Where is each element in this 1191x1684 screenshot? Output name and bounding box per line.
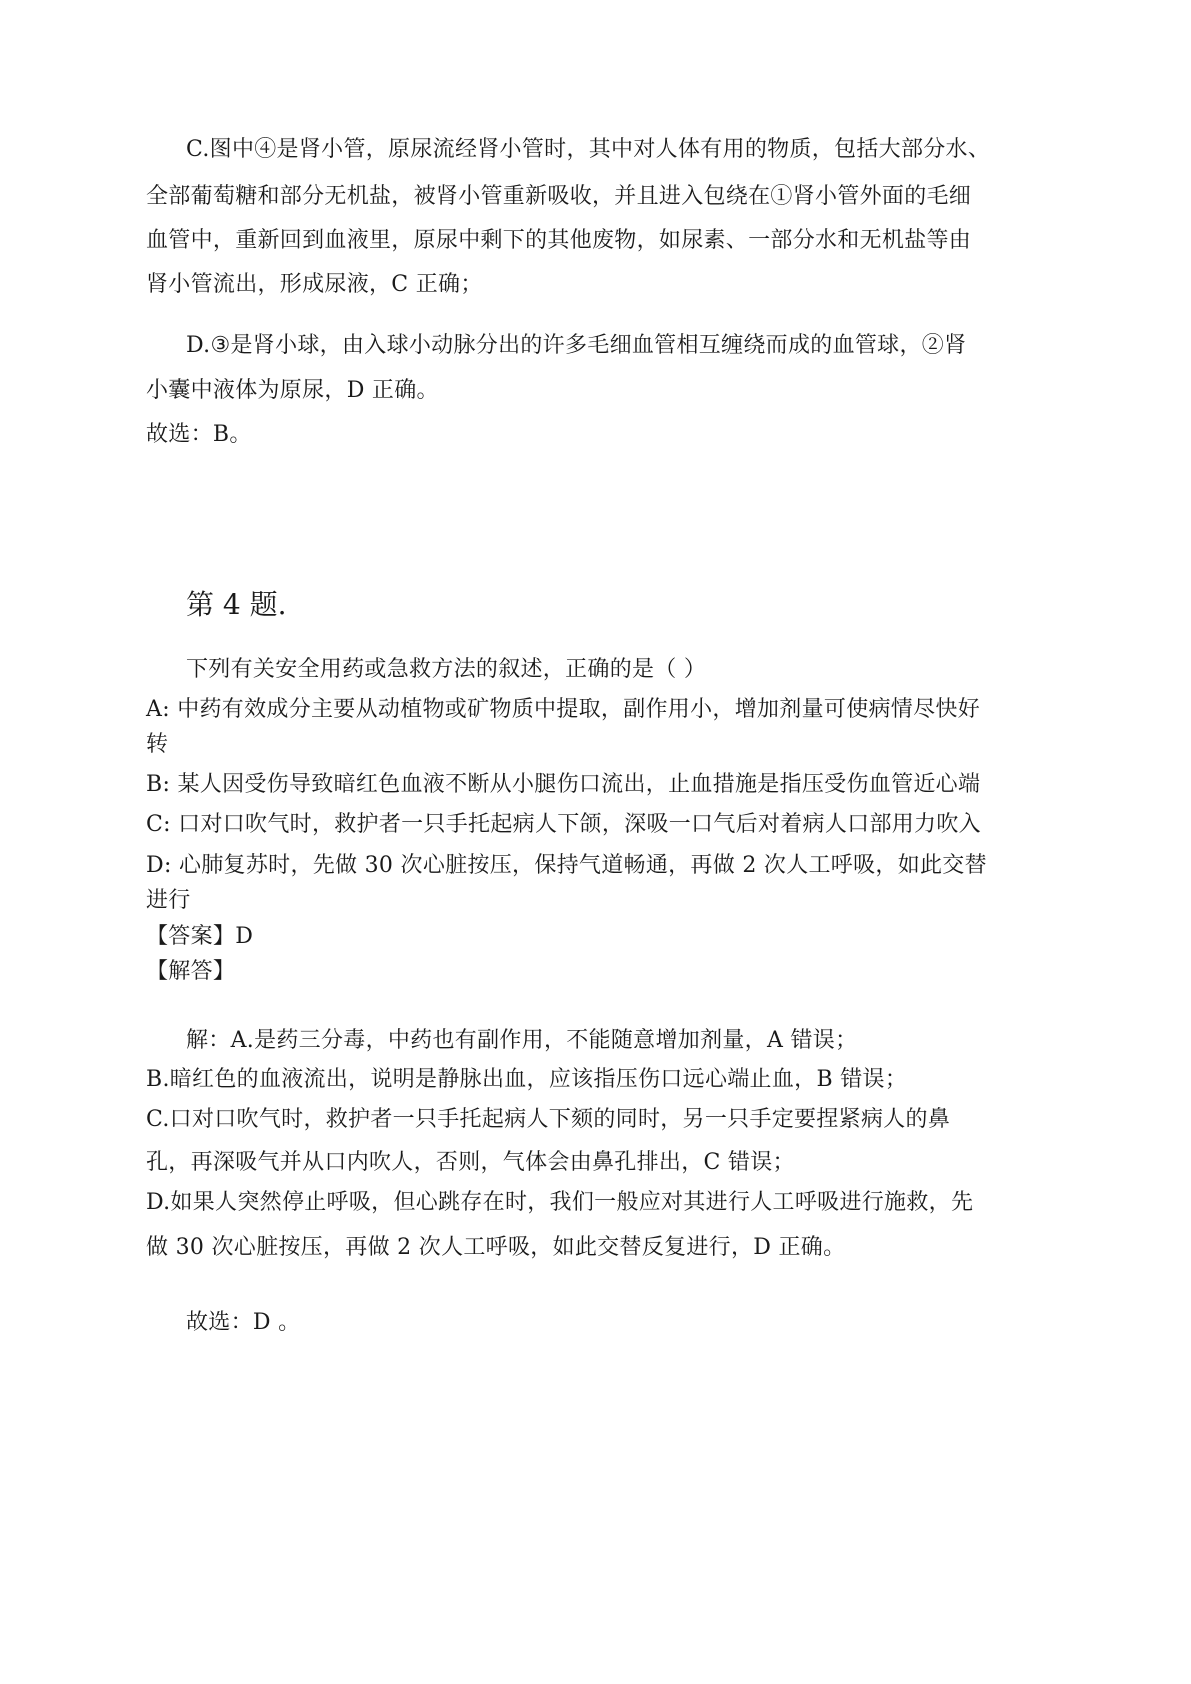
analysis-line-6: 做 30 次心脏按压，再做 2 次人工呼吸，如此交替反复进行，D 正确。 bbox=[146, 1235, 846, 1260]
question-title: 第 4 题. bbox=[186, 588, 287, 621]
explanation-c-line-1: C.图中④是肾小管，原尿流经肾小管时，其中对人体有用的物质，包括大部分水、 bbox=[186, 137, 991, 162]
analysis-line-1: 解：A.是药三分毒，中药也有副作用，不能随意增加剂量，A 错误； bbox=[186, 1028, 858, 1053]
option-d-line-1: D: 心肺复苏时，先做 30 次心脏按压，保持气道畅通，再做 2 次人工呼吸，如此交替 bbox=[146, 853, 987, 878]
final-choice: 故选：D 。 bbox=[186, 1310, 301, 1335]
question-stem: 下列有关安全用药或急救方法的叙述，正确的是（ ） bbox=[186, 657, 707, 682]
explanation-d-line-1: D.③是肾小球，由入球小动脉分出的许多毛细血管相互缠绕而成的血管球，②肾 bbox=[186, 333, 967, 358]
option-b: B: 某人因受伤导致暗红色血液不断从小腿伤口流出，止血措施是指压受伤血管近心端 bbox=[146, 772, 981, 797]
analysis-line-2: B.暗红色的血液流出，说明是静脉出血，应该指压伤口远心端止血，B 错误； bbox=[146, 1067, 908, 1092]
explanation-d-line-2: 小囊中液体为原尿，D 正确。 bbox=[146, 378, 439, 403]
option-c: C: 口对口吹气时，救护者一只手托起病人下颌，深吸一口气后对着病人口部用力吹入 bbox=[146, 812, 981, 837]
analysis-line-4: 孔，再深吸气并从口内吹人，否则，气体会由鼻孔排出，C 错误； bbox=[146, 1150, 795, 1175]
explanation-c-line-4: 肾小管流出，形成尿液，C 正确； bbox=[146, 272, 483, 297]
option-d-line-2: 进行 bbox=[146, 888, 191, 913]
explanation-c-line-2: 全部葡萄糖和部分无机盐，被肾小管重新吸收，并且进入包绕在①肾小管外面的毛细 bbox=[146, 184, 972, 209]
previous-choice: 故选：B。 bbox=[146, 422, 252, 447]
analysis-label: 【解答】 bbox=[146, 959, 236, 984]
analysis-line-5: D.如果人突然停止呼吸，但心跳存在时，我们一般应对其进行人工呼吸进行施救，先 bbox=[146, 1190, 974, 1215]
answer: 【答案】D bbox=[146, 924, 254, 949]
analysis-line-3: C.口对口吹气时，救护者一只手托起病人下颏的同时，另一只手定要捏紧病人的鼻 bbox=[146, 1107, 951, 1132]
option-a-line-1: A: 中药有效成分主要从动植物或矿物质中提取，副作用小，增加剂量可使病情尽快好 bbox=[146, 697, 980, 722]
option-a-line-2: 转 bbox=[146, 732, 169, 757]
explanation-c-line-3: 血管中，重新回到血液里，原尿中剩下的其他废物，如尿素、一部分水和无机盐等由 bbox=[146, 228, 972, 253]
